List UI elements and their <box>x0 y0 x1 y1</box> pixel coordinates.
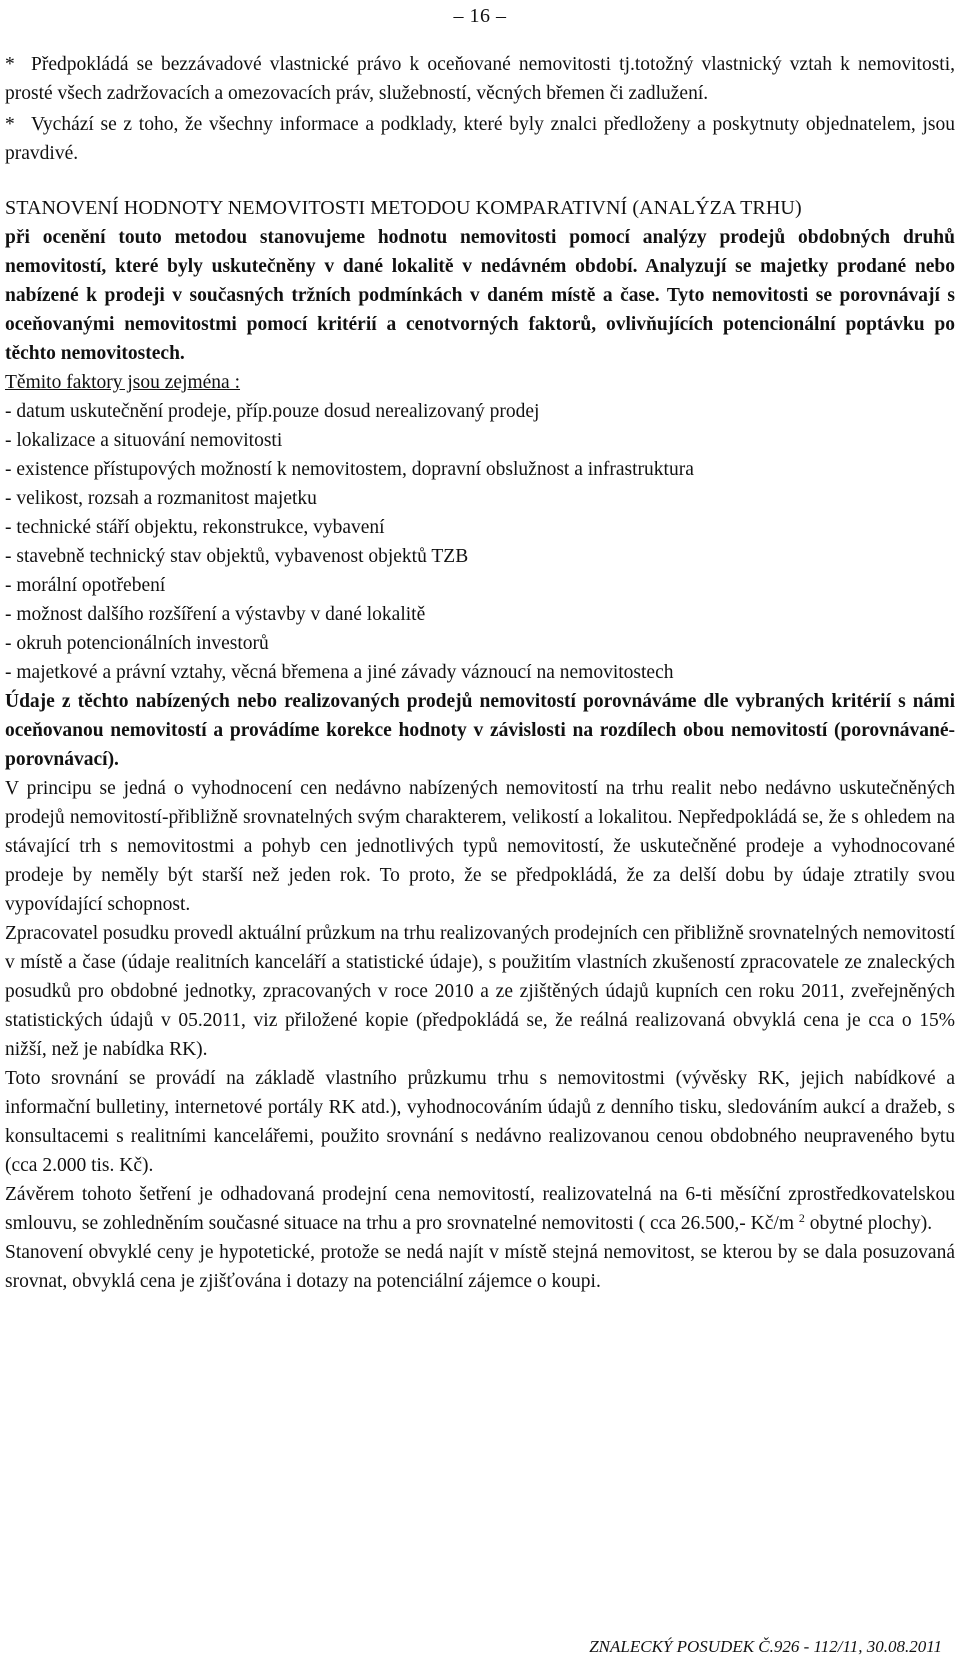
factor-item: - technické stáří objektu, rekonstrukce, vybavení <box>5 517 385 538</box>
note-marker: * <box>5 54 15 75</box>
document-body <box>5 50 955 1296</box>
final-paragraph: Stanovení obvyklé ceny je hypotetické, protože se nedá najít v místě stejná nemovitost, se kterou by se dala posuzovaná srovnat, obvyklá cena je zjišťována i dotazy na potenciální zájemce o koupi. <box>5 1242 955 1292</box>
note-text: Předpokládá se bezzávadové vlastnické právo k oceňované nemovitosti tj.totožný vlastnický vztah k nemovitosti, prosté všech zadržovacích a omezovacích práv, služebností, věcných břemen či zadlužení. <box>5 54 955 104</box>
conclusion-tail: obytné plochy). <box>804 1213 933 1234</box>
note-ownership <box>5 50 955 108</box>
note-text: Vychází se z toho, že všechny informace a podklady, které byly znalci předloženy a poskytnuty objednatelem, jsou pravdivé. <box>5 114 955 164</box>
factor-item: - lokalizace a situování nemovitosti <box>5 430 283 451</box>
footer-report-id: ZNALECKÝ POSUDEK Č.926 - 112/11, 30.08.2011 <box>589 1637 942 1656</box>
factors-label: Těmito faktory jsou zejména : <box>5 372 241 393</box>
section-heading: STANOVENÍ HODNOTY NEMOVITOSTI METODOU KOMPARATIVNÍ (ANALÝZA TRHU) <box>5 197 802 219</box>
factors-list <box>5 397 955 687</box>
section-intro: při ocenění touto metodou stanovujeme hodnotu nemovitosti pomocí analýzy prodejů obdobných druhů nemovitostí, které byly uskutečněny v dané lokalitě v nedávném období. Analyzují se majetky prodané nebo nabízené k prodeji v současných tržních podmínkách v daném místě a čase. Tyto nemovitosti se porovnávají s oceňovanými nemovitostmi pomocí kritérií a cenotvorných faktorů, ovlivňujících potencionální poptávku po těchto nemovitostech. <box>5 227 955 364</box>
note-information <box>5 110 955 168</box>
comparison-method-paragraph: Toto srovnání se provádí na základě vlastního průzkumu trhu s nemovitostmi (vývěsky RK, jejich nabídkové a informační bulletiny, internetové portály RK atd.), vyhodnocováním údajů z denního tisku, sledováním aukcí a dražeb, s konsultacemi s realitními kancelářemi, použito srovnání s nedávno realizovanou cenou obdobného neupraveného bytu (cca 2.000 tis. Kč). <box>5 1068 955 1176</box>
factor-item: - existence přístupových možností k nemovitostem, dopravní obslužnost a infrastruktura <box>5 459 694 480</box>
factor-item: - stavebně technický stav objektů, vybavenost objektů TZB <box>5 546 469 567</box>
note-marker: * <box>5 114 15 135</box>
factor-item: - majetkové a právní vztahy, věcná břemena a jiné závady váznoucí na nemovitostech <box>5 662 674 683</box>
conclusion-text: Závěrem tohoto šetření je odhadovaná prodejní cena nemovitostí, realizovatelná na 6-ti měsíční zprostředkovatelskou smlouvu, se zohledněním současné situace na trhu a pro srovnatelné nemovitosti ( cca 26.500,- Kč/m <box>5 1184 955 1234</box>
factor-item: - možnost dalšího rozšíření a výstavby v dané lokalitě <box>5 604 426 625</box>
principle-paragraph: V principu se jedná o vyhodnocení cen nedávno nabízených nemovitostí na trhu realit nebo nedávno uskutečněných prodejů nemovitostí-přibližně srovnatelných svým charakterem, velikostí a lokalitou. Nepředpokládá se, že s ohledem na stávající trh s nemovitostmi a pohyb cen jednotlivých typů nemovitostí, že uskutečněné prodeje a vyhodnocované prodeje by neměly být starší než jeden rok. To proto, že se předpokládá, že za delší dobu by údaje ztratily svou vypovídající schopnost. <box>5 778 955 915</box>
market-research-paragraph: Zpracovatel posudku provedl aktuální průzkum na trhu realizovaných prodejních cen přibližně srovnatelných nemovitostí v místě a čase (údaje realitních kanceláří a statistické údaje), s použitím vlastních zkušeností zpracovatele ze znaleckých posudků pro obdobné jednotky, zpracovaných v roce 2010 a ze zjištěných údajů kupních cen roku 2011, zveřejněných statistických údajů v 05.2011, viz přiložené kopie (předpokládá se, že reálná realizovaná obvyklá cena je cca o 15% nižší, než je nabídka RK). <box>5 923 955 1060</box>
factor-item: - morální opotřebení <box>5 575 166 596</box>
factor-item: - velikost, rozsah a rozmanitost majetku <box>5 488 317 509</box>
square-meter-exponent: 2 <box>798 1211 805 1225</box>
factor-item: - datum uskutečnění prodeje, příp.pouze dosud nerealizovaný prodej <box>5 401 540 422</box>
conclusion-paragraph <box>5 1180 955 1238</box>
factor-item: - okruh potencionálních investorů <box>5 633 269 654</box>
comparison-paragraph: Údaje z těchto nabízených nebo realizovaných prodejů nemovitostí porovnáváme dle vybraných kritérií s námi oceňovanou nemovitostí a provádíme korekce hodnoty v závislosti na rozdílech obou nemovitostí (porovnávané-porovnávací). <box>5 691 955 770</box>
page-number: – 16 – <box>453 5 507 27</box>
